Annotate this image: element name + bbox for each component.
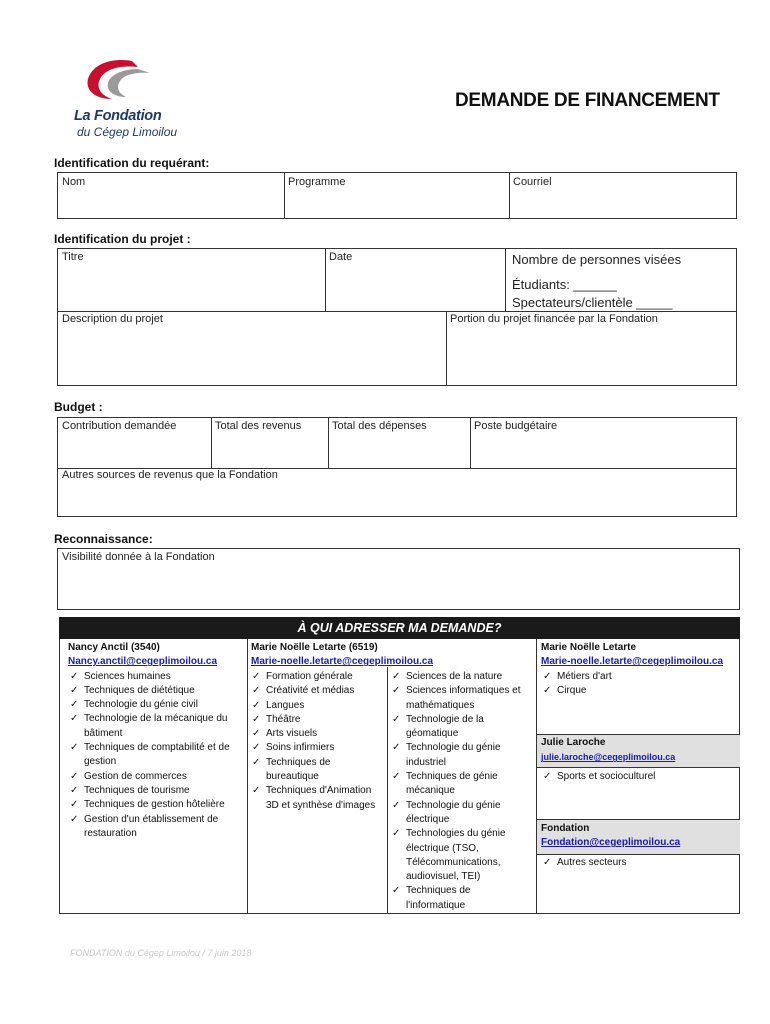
courriel-field[interactable]: Courriel	[513, 176, 552, 188]
logo-swoosh-icon	[70, 55, 160, 110]
list-item: ✓ Techniques de diététique	[68, 684, 246, 698]
fondation-logo	[60, 55, 190, 140]
list-item: ✓ Techniques de tourisme	[68, 784, 246, 798]
etudiants-field[interactable]: Étudiants: ______	[512, 277, 617, 292]
contact-col-2b	[390, 670, 532, 913]
contact-name: Marie Noëlle Letarte (6519)	[251, 642, 378, 653]
contact-name: Fondation	[541, 823, 590, 834]
list-item: ✓ Techniques de l'informatique	[390, 884, 532, 913]
list-item: ✓ Techniques de gestion hôtelière	[68, 798, 246, 812]
date-field[interactable]: Date	[329, 251, 353, 263]
footer: FONDATION du Cégep Limoilou / 7 juin 2018	[70, 948, 252, 958]
contact-col-3-block2	[541, 736, 737, 784]
list-item: ✓ Arts visuels	[250, 727, 384, 741]
contact-name: Julie Laroche	[541, 737, 606, 748]
contact-name: Nancy Anctil (3540)	[68, 642, 160, 653]
list-item: ✓ Métiers d'art	[541, 670, 737, 684]
contact-email-link[interactable]: Nancy.anctil@cegeplimoilou.ca	[68, 656, 218, 668]
list-item: ✓ Techniques de génie mécanique	[390, 770, 532, 799]
list-item: ✓ Technologie du génie industriel	[390, 741, 532, 770]
logo-line2: du Cégep Limoilou	[77, 125, 178, 139]
list-item: ✓ Cirque	[541, 684, 737, 698]
list-item: ✓ Soins infirmiers	[250, 741, 384, 755]
list-item: ✓ Techniques de comptabilité et de gestion	[68, 741, 246, 770]
logo-line1: La Fondation	[74, 108, 162, 124]
contact-col-2a	[250, 670, 384, 813]
list-item: ✓ Techniques de bureautique	[250, 756, 384, 785]
list-item: ✓ Technologie de la mécanique du bâtiment	[68, 712, 246, 741]
list-item: ✓ Technologies du génie électrique (TSO, Télécommunications, audiovisuel, TEI)	[390, 827, 532, 884]
list-item: ✓ Autres secteurs	[541, 856, 737, 870]
list-item: ✓ Technologie du génie électrique	[390, 799, 532, 828]
list-item: ✓ Formation générale	[250, 670, 384, 684]
list-item: ✓ Techniques d'Animation 3D et synthèse d'images	[250, 784, 384, 813]
list-item: ✓ Sciences humaines	[68, 670, 246, 684]
spectateurs-field[interactable]: Spectateurs/clientèle _____	[512, 295, 673, 310]
contacts-heading: À QUI ADRESSER MA DEMANDE?	[59, 617, 740, 639]
contact-col-1	[68, 641, 246, 841]
requerant-box	[57, 172, 737, 219]
list-item: ✓ Gestion d'un établissement de restauration	[68, 813, 246, 842]
nom-field[interactable]: Nom	[62, 176, 86, 188]
total-revenus-field[interactable]: Total des revenus	[215, 420, 302, 432]
list-item: ✓ Sciences informatiques et mathématiques	[390, 684, 532, 713]
description-field[interactable]: Description du projet	[62, 313, 163, 325]
projet-heading: Identification du projet :	[54, 232, 191, 246]
contact-col-2-header	[251, 641, 531, 670]
list-item: ✓ Créativité et médias	[250, 684, 384, 698]
page-title: DEMANDE DE FINANCEMENT	[455, 90, 720, 111]
list-item: ✓ Sports et socioculturel	[541, 770, 737, 784]
titre-field[interactable]: Titre	[62, 251, 84, 263]
budget-heading: Budget :	[54, 400, 103, 414]
projet-box	[57, 248, 737, 386]
list-item: ✓ Gestion de commerces	[68, 770, 246, 784]
contribution-field[interactable]: Contribution demandée	[62, 420, 177, 432]
contact-email-link[interactable]: Fondation@cegeplimoilou.ca	[541, 837, 681, 849]
contact-col-3-block1	[541, 641, 737, 698]
total-depenses-field[interactable]: Total des dépenses	[332, 420, 427, 432]
portion-financee-field[interactable]: Portion du projet financée par la Fondation	[450, 313, 658, 325]
poste-budgetaire-field[interactable]: Poste budgétaire	[474, 420, 558, 432]
programme-field[interactable]: Programme	[288, 176, 346, 188]
list-item: ✓ Théâtre	[250, 713, 384, 727]
reconnaissance-heading: Reconnaissance:	[54, 532, 153, 546]
requerant-heading: Identification du requérant:	[54, 156, 210, 170]
contact-email-link[interactable]: Marie-noelle.letarte@cegeplimoilou.ca	[251, 656, 434, 668]
contact-col-3-block3	[541, 822, 737, 870]
budget-box	[57, 417, 737, 517]
list-item: ✓ Technologie de la géomatique	[390, 713, 532, 742]
visibilite-field[interactable]: Visibilité donnée à la Fondation	[62, 551, 215, 563]
autres-sources-field[interactable]: Autres sources de revenus que la Fondation	[62, 469, 278, 481]
nombre-personnes-label: Nombre de personnes visées	[512, 252, 682, 267]
list-item: ✓ Technologie du génie civil	[68, 698, 246, 712]
list-item: ✓ Sciences de la nature	[390, 670, 532, 684]
list-item: ✓ Langues	[250, 699, 384, 713]
contact-email-link[interactable]: Marie-noelle.letarte@cegeplimoilou.ca	[541, 656, 724, 668]
contact-name: Marie Noëlle Letarte	[541, 642, 637, 653]
reconnaissance-box	[57, 548, 740, 610]
contact-email-link[interactable]: julie.laroche@cegeplimoilou.ca	[541, 752, 676, 763]
